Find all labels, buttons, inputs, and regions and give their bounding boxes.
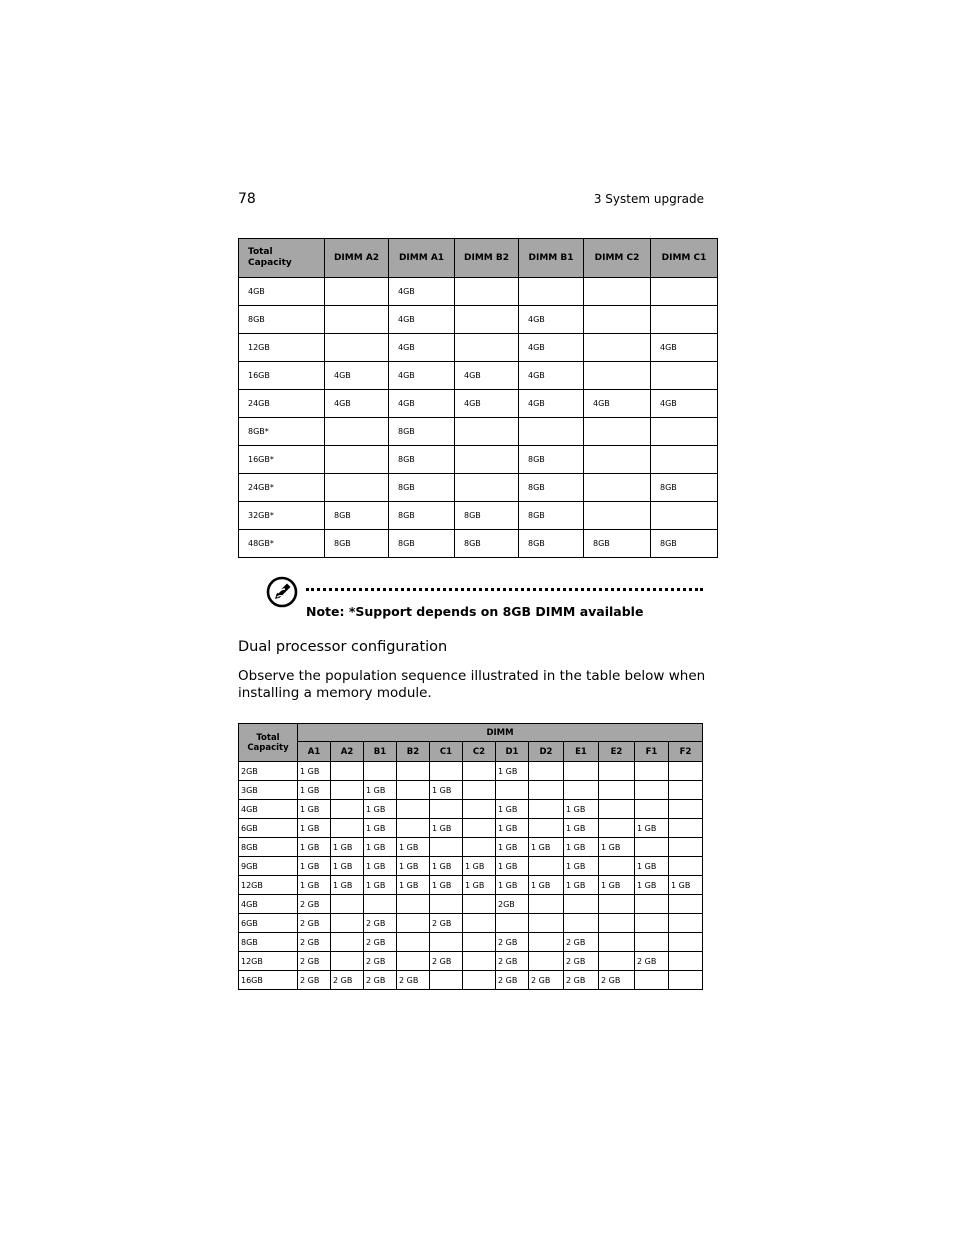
dimm-cell: 1 GB <box>298 857 331 876</box>
dimm-cell <box>529 895 564 914</box>
dimm-cell <box>584 474 651 502</box>
dimm-cell <box>397 952 430 971</box>
dimm-cell: 8GB <box>519 530 584 558</box>
dimm-cell <box>397 781 430 800</box>
dimm-cell <box>669 933 703 952</box>
dimm-cell: 2 GB <box>364 933 397 952</box>
dimm-cell: 8GB <box>389 474 455 502</box>
dimm-cell <box>397 895 430 914</box>
dimm-cell: 2 GB <box>529 971 564 990</box>
dimm-cell: 2 GB <box>635 952 669 971</box>
dimm-cell: 1 GB <box>298 781 331 800</box>
dimm-slot-header: E2 <box>599 742 635 762</box>
table-row <box>239 334 718 362</box>
dimm-cell: 4GB <box>519 390 584 418</box>
dimm-cell <box>397 914 430 933</box>
dimm-cell: 4GB <box>651 390 718 418</box>
dimm-cell <box>529 781 564 800</box>
table-row <box>239 502 718 530</box>
dimm-slot-header: B2 <box>397 742 430 762</box>
total-capacity-cell: 16GB* <box>239 446 325 474</box>
chapter-title: 3 System upgrade <box>593 192 704 206</box>
dimm-slot-header: A2 <box>331 742 364 762</box>
table-row <box>239 474 718 502</box>
table-row <box>239 306 718 334</box>
dimm-cell <box>599 762 635 781</box>
dimm-cell: 2 GB <box>599 971 635 990</box>
dimm-cell: 1 GB <box>331 876 364 895</box>
total-capacity-cell: 4GB <box>239 800 298 819</box>
dimm-cell <box>635 895 669 914</box>
dimm-cell: 2 GB <box>331 971 364 990</box>
dimm-column-header: DIMM C1 <box>651 239 718 278</box>
dimm-cell: 2 GB <box>364 952 397 971</box>
dimm-cell: 1 GB <box>463 876 496 895</box>
total-capacity-cell: 4GB <box>239 895 298 914</box>
dimm-cell <box>331 781 364 800</box>
dimm-slot-header: E1 <box>564 742 599 762</box>
dimm-cell: 2 GB <box>564 933 599 952</box>
table-row <box>239 781 703 800</box>
dimm-cell: 1 GB <box>397 838 430 857</box>
table-row <box>239 278 718 306</box>
dimm-cell <box>635 933 669 952</box>
total-capacity-cell: 12GB <box>239 334 325 362</box>
dimm-cell <box>529 914 564 933</box>
table-header-row <box>239 239 718 278</box>
dimm-slot-header: C2 <box>463 742 496 762</box>
dimm-cell <box>669 819 703 838</box>
dimm-cell: 1 GB <box>564 800 599 819</box>
dimm-cell: 1 GB <box>397 876 430 895</box>
total-capacity-cell: 24GB* <box>239 474 325 502</box>
dimm-cell: 8GB <box>389 446 455 474</box>
dimm-cell <box>584 418 651 446</box>
dimm-cell: 1 GB <box>496 762 529 781</box>
total-capacity-cell: 6GB <box>239 914 298 933</box>
total-capacity-cell: 4GB <box>239 278 325 306</box>
dimm-cell: 1 GB <box>496 857 529 876</box>
total-capacity-cell: 2GB <box>239 762 298 781</box>
total-capacity-cell: 8GB* <box>239 418 325 446</box>
dimm-cell <box>669 838 703 857</box>
total-capacity-header: Total Capacity <box>239 239 325 278</box>
dimm-cell <box>599 895 635 914</box>
dimm-cell <box>325 278 389 306</box>
dimm-cell: 8GB <box>519 474 584 502</box>
table-row <box>239 390 718 418</box>
dimm-group-header: DIMM <box>298 724 703 742</box>
section-heading: Dual processor configuration <box>238 639 448 655</box>
dimm-cell: 8GB <box>455 502 519 530</box>
dimm-cell <box>463 933 496 952</box>
dimm-cell <box>669 800 703 819</box>
dimm-cell: 4GB <box>389 306 455 334</box>
dimm-cell: 2 GB <box>298 895 331 914</box>
total-capacity-cell: 8GB <box>239 306 325 334</box>
dimm-cell <box>651 446 718 474</box>
dimm-cell: 2 GB <box>298 971 331 990</box>
dimm-cell <box>331 895 364 914</box>
total-capacity-cell: 8GB <box>239 838 298 857</box>
dimm-cell <box>529 800 564 819</box>
dimm-cell <box>331 800 364 819</box>
dimm-cell: 1 GB <box>364 857 397 876</box>
dimm-cell: 2 GB <box>430 952 463 971</box>
dimm-cell: 2 GB <box>564 971 599 990</box>
dimm-cell <box>325 474 389 502</box>
dimm-cell <box>325 334 389 362</box>
table-row <box>239 876 703 895</box>
dimm-cell <box>364 895 397 914</box>
dimm-cell <box>584 502 651 530</box>
dimm-cell <box>529 952 564 971</box>
dimm-cell: 8GB <box>651 474 718 502</box>
dimm-cell <box>364 762 397 781</box>
dimm-cell <box>651 362 718 390</box>
total-capacity-cell: 3GB <box>239 781 298 800</box>
dimm-cell <box>584 306 651 334</box>
dimm-cell <box>635 762 669 781</box>
dimm-cell: 1 GB <box>564 838 599 857</box>
dimm-cell: 4GB <box>325 362 389 390</box>
dimm-cell <box>651 278 718 306</box>
dimm-cell <box>669 895 703 914</box>
dimm-column-header: DIMM C2 <box>584 239 651 278</box>
dual-processor-dimm-table <box>238 723 703 990</box>
dimm-cell <box>463 800 496 819</box>
total-capacity-cell: 9GB <box>239 857 298 876</box>
dimm-cell: 1 GB <box>331 857 364 876</box>
dimm-cell: 4GB <box>519 362 584 390</box>
dimm-cell: 2 GB <box>298 952 331 971</box>
dimm-cell: 1 GB <box>529 838 564 857</box>
table-row <box>239 446 718 474</box>
dimm-cell <box>455 306 519 334</box>
page-number: 78 <box>238 191 256 207</box>
dimm-cell: 4GB <box>519 334 584 362</box>
dimm-cell: 8GB <box>389 502 455 530</box>
dimm-cell <box>397 762 430 781</box>
table-row <box>239 362 718 390</box>
table-row <box>239 914 703 933</box>
dimm-cell: 4GB <box>389 362 455 390</box>
dimm-cell: 1 GB <box>564 819 599 838</box>
dimm-cell: 1 GB <box>635 876 669 895</box>
dimm-cell <box>599 933 635 952</box>
dimm-cell <box>564 762 599 781</box>
total-capacity-cell: 48GB* <box>239 530 325 558</box>
dimm-cell: 2 GB <box>496 952 529 971</box>
dimm-cell: 2 GB <box>496 971 529 990</box>
dimm-cell <box>529 762 564 781</box>
dimm-cell: 1 GB <box>463 857 496 876</box>
dimm-cell <box>463 895 496 914</box>
dimm-cell: 1 GB <box>364 781 397 800</box>
dimm-cell <box>430 838 463 857</box>
dimm-slot-header: C1 <box>430 742 463 762</box>
table-row <box>239 800 703 819</box>
dimm-cell: 8GB <box>519 502 584 530</box>
dimm-cell: 8GB <box>389 418 455 446</box>
dimm-cell <box>463 819 496 838</box>
dimm-cell: 4GB <box>325 390 389 418</box>
dimm-column-header: DIMM B2 <box>455 239 519 278</box>
dimm-cell: 8GB <box>389 530 455 558</box>
total-capacity-cell: 6GB <box>239 819 298 838</box>
dimm-cell: 1 GB <box>397 857 430 876</box>
dimm-cell <box>463 838 496 857</box>
dimm-cell: 1 GB <box>496 819 529 838</box>
dimm-cell <box>430 895 463 914</box>
dimm-cell <box>455 418 519 446</box>
dimm-slot-header: D1 <box>496 742 529 762</box>
dimm-cell: 1 GB <box>564 876 599 895</box>
dimm-cell <box>529 933 564 952</box>
dimm-cell <box>463 971 496 990</box>
dimm-cell: 1 GB <box>635 857 669 876</box>
dimm-cell: 1 GB <box>599 838 635 857</box>
dimm-cell <box>496 781 529 800</box>
dimm-cell <box>599 781 635 800</box>
dimm-cell: 1 GB <box>496 800 529 819</box>
dimm-cell <box>564 895 599 914</box>
dimm-cell: 1 GB <box>331 838 364 857</box>
dimm-cell: 1 GB <box>364 800 397 819</box>
dimm-cell <box>529 857 564 876</box>
dimm-cell: 2GB <box>496 895 529 914</box>
dimm-cell <box>430 800 463 819</box>
dimm-cell <box>669 762 703 781</box>
dimm-cell <box>669 857 703 876</box>
dimm-cell <box>651 306 718 334</box>
dimm-cell <box>584 334 651 362</box>
dimm-cell <box>651 502 718 530</box>
dimm-slot-header: A1 <box>298 742 331 762</box>
dimm-cell: 2 GB <box>564 952 599 971</box>
total-capacity-cell: 16GB <box>239 362 325 390</box>
dimm-cell: 1 GB <box>430 781 463 800</box>
dimm-cell: 1 GB <box>430 857 463 876</box>
dimm-cell <box>584 362 651 390</box>
dimm-column-header: DIMM B1 <box>519 239 584 278</box>
dimm-cell <box>599 952 635 971</box>
note-divider <box>306 588 703 591</box>
dimm-cell <box>519 278 584 306</box>
dimm-cell: 1 GB <box>564 857 599 876</box>
dimm-cell: 8GB <box>325 502 389 530</box>
dimm-cell <box>564 781 599 800</box>
dimm-cell <box>455 334 519 362</box>
dimm-cell <box>325 306 389 334</box>
dimm-cell: 4GB <box>651 334 718 362</box>
dimm-cell <box>325 418 389 446</box>
dimm-cell <box>331 952 364 971</box>
dimm-cell <box>584 446 651 474</box>
dimm-cell: 4GB <box>389 390 455 418</box>
dimm-cell <box>455 278 519 306</box>
intro-paragraph: Observe the population sequence illustrated in the table below when installing a memory module. <box>238 668 706 701</box>
dimm-slot-header: D2 <box>529 742 564 762</box>
dimm-cell <box>463 781 496 800</box>
dimm-cell: 2 GB <box>430 914 463 933</box>
dimm-cell: 4GB <box>584 390 651 418</box>
dimm-cell: 1 GB <box>496 876 529 895</box>
dimm-cell <box>397 933 430 952</box>
dimm-cell: 1 GB <box>364 838 397 857</box>
dimm-cell <box>635 971 669 990</box>
dimm-cell: 1 GB <box>298 876 331 895</box>
dimm-cell <box>651 418 718 446</box>
total-capacity-cell: 24GB <box>239 390 325 418</box>
dimm-cell <box>519 418 584 446</box>
dimm-cell <box>455 446 519 474</box>
dimm-cell: 1 GB <box>635 819 669 838</box>
dimm-cell <box>564 914 599 933</box>
dimm-cell: 1 GB <box>599 876 635 895</box>
dimm-cell: 1 GB <box>496 838 529 857</box>
dimm-cell: 1 GB <box>298 800 331 819</box>
dimm-slot-header: F1 <box>635 742 669 762</box>
dimm-cell <box>331 762 364 781</box>
dimm-cell: 8GB <box>584 530 651 558</box>
dimm-cell <box>463 762 496 781</box>
table-row <box>239 838 703 857</box>
table-row <box>239 530 718 558</box>
dimm-cell: 2 GB <box>397 971 430 990</box>
dimm-cell: 1 GB <box>364 876 397 895</box>
note-pen-icon <box>266 576 298 608</box>
total-capacity-cell: 8GB <box>239 933 298 952</box>
dimm-cell: 4GB <box>455 390 519 418</box>
dimm-cell: 4GB <box>455 362 519 390</box>
total-capacity-cell: 32GB* <box>239 502 325 530</box>
dimm-cell: 1 GB <box>669 876 703 895</box>
table-row <box>239 952 703 971</box>
dimm-cell <box>635 781 669 800</box>
dimm-cell <box>599 914 635 933</box>
dimm-cell <box>635 838 669 857</box>
table-row <box>239 971 703 990</box>
table-row <box>239 895 703 914</box>
dimm-cell <box>463 952 496 971</box>
note-text: Note: *Support depends on 8GB DIMM available <box>306 604 644 619</box>
table-header-row <box>239 724 703 742</box>
table-row <box>239 762 703 781</box>
dimm-cell <box>599 800 635 819</box>
table-row <box>239 418 718 446</box>
dimm-cell <box>397 800 430 819</box>
dimm-cell <box>331 933 364 952</box>
dimm-cell <box>331 914 364 933</box>
dimm-cell <box>496 914 529 933</box>
dimm-slot-header: B1 <box>364 742 397 762</box>
table-row <box>239 933 703 952</box>
dimm-cell: 2 GB <box>364 914 397 933</box>
dimm-cell <box>635 914 669 933</box>
dimm-cell <box>430 933 463 952</box>
table-row <box>239 819 703 838</box>
dimm-cell <box>397 819 430 838</box>
total-capacity-cell: 12GB <box>239 876 298 895</box>
total-capacity-header: Total Capacity <box>239 724 298 762</box>
dimm-cell <box>455 474 519 502</box>
dimm-cell: 1 GB <box>298 819 331 838</box>
dimm-cell: 8GB <box>455 530 519 558</box>
dimm-cell <box>430 762 463 781</box>
dimm-cell <box>635 800 669 819</box>
dimm-cell: 8GB <box>325 530 389 558</box>
dimm-cell <box>669 914 703 933</box>
dimm-cell <box>669 781 703 800</box>
single-processor-dimm-table <box>238 238 718 558</box>
total-capacity-cell: 16GB <box>239 971 298 990</box>
dimm-column-header: DIMM A1 <box>389 239 455 278</box>
dimm-cell: 4GB <box>389 278 455 306</box>
dimm-cell: 1 GB <box>430 876 463 895</box>
dimm-cell: 2 GB <box>298 914 331 933</box>
dimm-cell <box>669 971 703 990</box>
dimm-column-header: DIMM A2 <box>325 239 389 278</box>
dimm-cell <box>599 819 635 838</box>
dimm-cell <box>599 857 635 876</box>
dimm-cell: 2 GB <box>496 933 529 952</box>
dimm-slot-header-row <box>239 742 703 762</box>
dimm-cell: 1 GB <box>298 838 331 857</box>
dimm-cell: 1 GB <box>430 819 463 838</box>
dimm-cell <box>430 971 463 990</box>
table-row <box>239 857 703 876</box>
dimm-cell <box>529 819 564 838</box>
dimm-cell <box>325 446 389 474</box>
dimm-cell <box>331 819 364 838</box>
dimm-cell: 2 GB <box>298 933 331 952</box>
dimm-cell <box>669 952 703 971</box>
dimm-slot-header: F2 <box>669 742 703 762</box>
dimm-cell <box>463 914 496 933</box>
total-capacity-cell: 12GB <box>239 952 298 971</box>
dimm-cell: 8GB <box>519 446 584 474</box>
dimm-cell: 1 GB <box>529 876 564 895</box>
dimm-cell: 4GB <box>519 306 584 334</box>
dimm-cell <box>584 278 651 306</box>
dimm-cell: 2 GB <box>364 971 397 990</box>
dimm-cell: 4GB <box>389 334 455 362</box>
dimm-cell: 8GB <box>651 530 718 558</box>
dimm-cell: 1 GB <box>298 762 331 781</box>
dimm-cell: 1 GB <box>364 819 397 838</box>
